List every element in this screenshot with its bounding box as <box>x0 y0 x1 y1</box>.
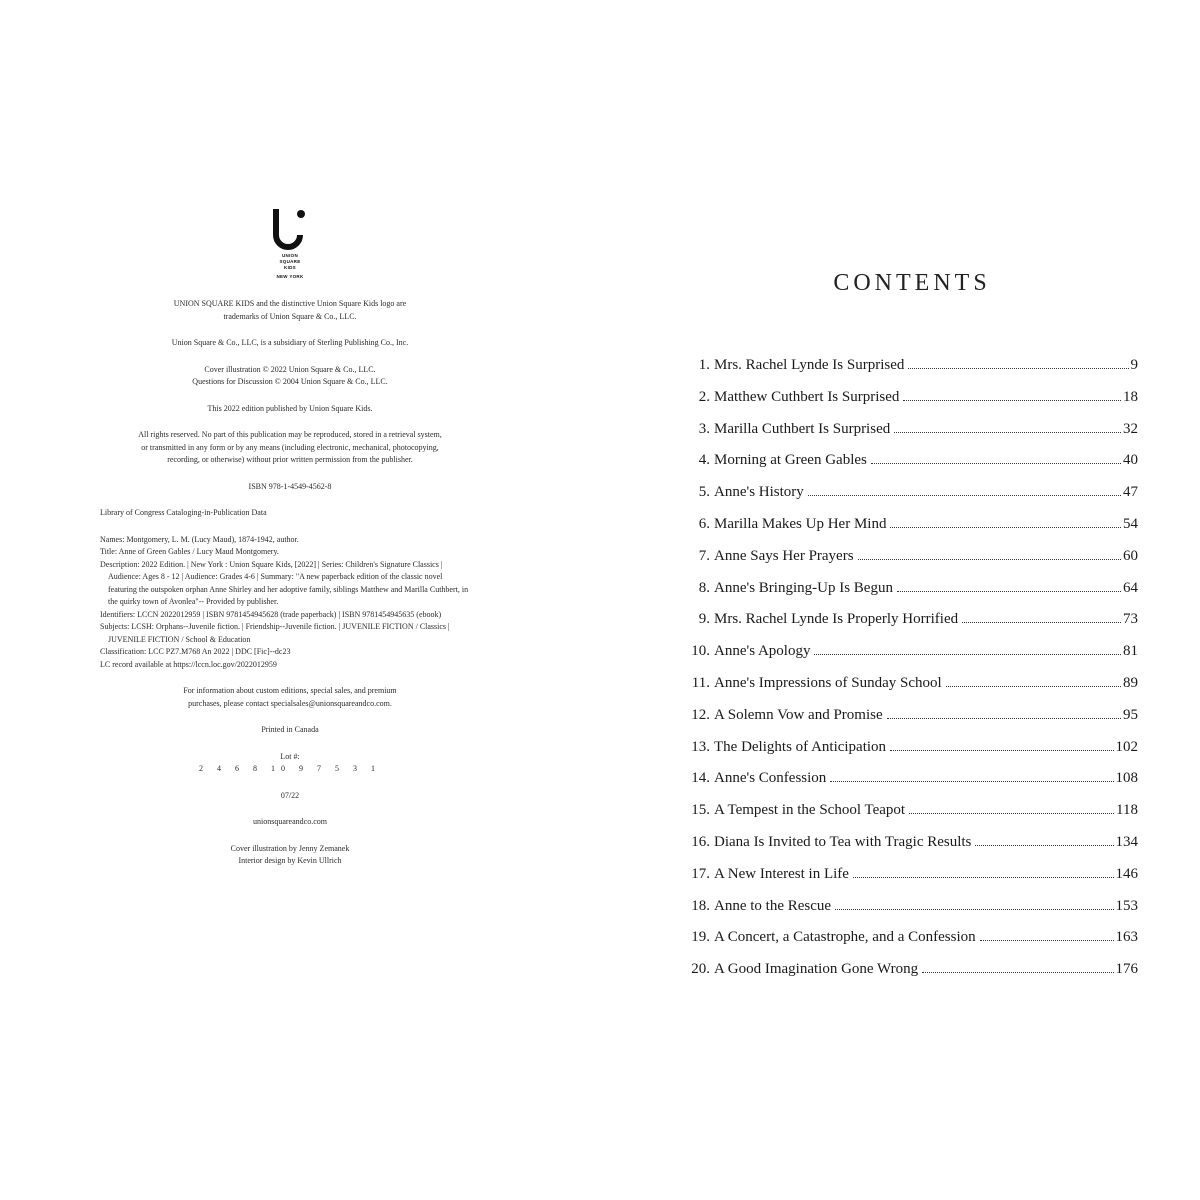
chapter-title: Anne's Bringing-Up Is Begun <box>714 579 893 596</box>
chapter-number: 16. <box>691 833 710 850</box>
chapter-title: Matthew Cuthbert Is Surprised <box>714 388 900 405</box>
chapter-title: Mrs. Rachel Lynde Is Properly Horrified <box>714 611 959 628</box>
website: unionsquareandco.com <box>253 817 327 826</box>
chapter-page-number: 64 <box>1123 579 1138 596</box>
chapter-title: A New Interest in Life <box>714 865 849 882</box>
chapter-number: 9. <box>698 611 710 628</box>
chapter-number: 6. <box>698 515 710 532</box>
toc-entry[interactable] <box>676 739 1138 771</box>
chapter-page-number: 60 <box>1123 547 1138 564</box>
chapter-title: Anne's Confession <box>714 770 827 787</box>
logo-line-1: UNION <box>282 253 298 258</box>
dot-leader <box>814 654 1121 655</box>
chapter-page-number: 153 <box>1115 897 1138 914</box>
logo-line-2: SQUARE <box>279 259 301 264</box>
chapter-page-number: 47 <box>1123 484 1138 501</box>
toc-entry[interactable] <box>676 611 1138 643</box>
cip-description: Description: 2022 Edition. | New York : Union Square Kids, [2022] | Series: Children's Signature Classics | Audience: Ages 8 - 12 | Audience: Grades 4-6 | Summary: "A new paperback edition of the classic novel featuring the outspoken orphan Anne Shirley and her adoptive family, siblings Matthew and Marilla Cuthbert, in the quirky town of Avonlea"-- Provided by publisher. <box>100 559 469 606</box>
chapter-number: 18. <box>691 897 710 914</box>
chapter-page-number: 40 <box>1123 452 1138 469</box>
date-code-block <box>70 790 510 803</box>
chapter-number: 7. <box>698 547 710 564</box>
chapter-number: 14. <box>691 770 710 787</box>
toc-entry[interactable] <box>676 898 1138 930</box>
trademark-line: UNION SQUARE KIDS and the distinctive Union Square Kids logo are <box>173 299 407 308</box>
chapter-title: A Tempest in the School Teapot <box>714 802 906 819</box>
chapter-page-number: 102 <box>1115 738 1138 755</box>
credit-line: Questions for Discussion © 2004 Union Square & Co., LLC. <box>192 377 388 386</box>
cip-identifiers: Identifiers: LCCN 2022012959 | ISBN 9781454945628 (trade paperback) | ISBN 9781454945635 (ebook) <box>100 609 442 619</box>
lot-numbers: 2 4 6 8 10 9 7 5 3 1 <box>199 764 381 773</box>
website-block <box>70 816 510 829</box>
chapter-title: Marilla Cuthbert Is Surprised <box>714 420 891 437</box>
subsidiary-line: Union Square & Co., LLC, is a subsidiary of Sterling Publishing Co., Inc. <box>171 338 409 347</box>
publisher-logo <box>70 205 510 280</box>
copyright-credits <box>70 364 510 389</box>
chapter-number: 10. <box>691 643 710 660</box>
printed-line: Printed in Canada <box>261 725 319 734</box>
dot-leader <box>980 940 1114 941</box>
lot-label: Lot #: <box>280 751 300 761</box>
chapter-number: 3. <box>698 420 710 437</box>
chapter-page-number: 9 <box>1130 357 1138 373</box>
logo-line-3: KIDS <box>284 265 296 270</box>
chapter-page-number: 18 <box>1123 388 1138 405</box>
date-code: 07/22 <box>280 790 300 800</box>
toc-entry[interactable] <box>676 961 1138 993</box>
chapter-number: 4. <box>698 452 710 469</box>
dot-leader <box>808 495 1121 496</box>
chapter-number: 2. <box>698 388 710 405</box>
dot-leader <box>830 781 1113 782</box>
subsidiary-notice <box>70 337 510 350</box>
chapter-title: Diana Is Invited to Tea with Tragic Results <box>714 833 972 850</box>
toc-entry[interactable] <box>676 643 1138 675</box>
dot-leader <box>858 559 1121 560</box>
table-of-contents <box>676 357 1138 993</box>
dot-leader <box>890 527 1121 528</box>
cip-heading: Library of Congress Cataloging-in-Publication Data <box>100 508 267 517</box>
credit-line: Cover illustration © 2022 Union Square & Co., LLC. <box>204 364 376 374</box>
chapter-number: 11. <box>691 674 710 691</box>
isbn-block <box>70 481 510 494</box>
chapter-number: 1. <box>698 357 710 373</box>
dot-leader <box>962 622 1121 623</box>
cip-record: LC record available at https://lccn.loc.gov/2022012959 <box>100 659 277 669</box>
chapter-title: Anne's Apology <box>714 643 811 660</box>
isbn: ISBN 978-1-4549-4562-8 <box>248 481 332 491</box>
dot-leader <box>890 750 1113 751</box>
dot-leader <box>871 463 1121 464</box>
lot-block <box>70 751 510 776</box>
toc-entry[interactable] <box>676 929 1138 961</box>
cip-subjects: Subjects: LCSH: Orphans--Juvenile fiction. | Friendship--Juvenile fiction. | JUVENILE FICTION / Classics | JUVENILE FICTION / School & Education <box>100 622 450 644</box>
toc-entry[interactable] <box>676 802 1138 834</box>
dot-leader <box>853 877 1114 878</box>
chapter-page-number: 89 <box>1123 674 1138 691</box>
special-sales-line: For information about custom editions, special sales, and premium <box>183 686 397 695</box>
toc-entry[interactable] <box>676 452 1138 484</box>
design-credit-line: Interior design by Kevin Ullrich <box>238 856 342 865</box>
chapter-title: A Solemn Vow and Promise <box>714 706 883 723</box>
chapter-number: 19. <box>691 929 710 946</box>
rights-line: All rights reserved. No part of this publication may be reproduced, stored in a retrieval system, <box>138 430 442 439</box>
cip-classification: Classification: LCC PZ7.M768 An 2022 | DDC [Fic]--dc23 <box>100 647 291 656</box>
rights-notice <box>70 429 510 467</box>
cip-names: Names: Montgomery, L. M. (Lucy Maud), 1874-1942, author. <box>100 534 299 544</box>
contents-page <box>676 270 1138 993</box>
chapter-title: Anne's History <box>714 484 804 501</box>
chapter-title: The Delights of Anticipation <box>714 738 887 755</box>
dot-leader <box>975 845 1113 846</box>
contents-title: CONTENTS <box>833 270 991 296</box>
toc-entry[interactable] <box>676 389 1138 421</box>
chapter-page-number: 118 <box>1116 802 1138 819</box>
chapter-page-number: 146 <box>1115 865 1138 882</box>
edition-line: This 2022 edition published by Union Square Kids. <box>207 403 373 413</box>
design-credit-line: Cover illustration by Jenny Zemanek <box>230 843 350 853</box>
chapter-page-number: 54 <box>1123 515 1138 532</box>
dot-leader <box>897 591 1121 592</box>
chapter-title: Marilla Makes Up Her Mind <box>714 515 887 532</box>
special-sales-notice <box>70 685 510 710</box>
toc-entry[interactable] <box>676 707 1138 739</box>
trademark-line: trademarks of Union Square & Co., LLC. <box>223 311 357 321</box>
dot-leader <box>894 432 1121 433</box>
toc-entry[interactable] <box>676 548 1138 580</box>
dot-leader <box>909 813 1114 814</box>
chapter-title: Anne Says Her Prayers <box>714 547 854 564</box>
chapter-page-number: 163 <box>1115 929 1138 946</box>
cip-title: Title: Anne of Green Gables / Lucy Maud Montgomery. <box>100 547 279 556</box>
toc-entry[interactable] <box>676 516 1138 548</box>
special-sales-line: purchases, please contact specialsales@unionsquareandco.com. <box>188 698 392 708</box>
chapter-number: 12. <box>691 706 710 723</box>
toc-entry[interactable] <box>676 357 1138 389</box>
dot-leader <box>946 686 1121 687</box>
copyright-page <box>70 205 510 882</box>
rights-line: recording, or otherwise) without prior written permission from the publisher. <box>167 455 413 464</box>
toc-entry[interactable] <box>676 421 1138 453</box>
chapter-number: 20. <box>691 961 710 978</box>
chapter-page-number: 73 <box>1123 611 1138 628</box>
toc-entry[interactable] <box>676 770 1138 802</box>
design-credits <box>70 843 510 868</box>
chapter-number: 17. <box>691 865 710 882</box>
printed-notice <box>70 724 510 737</box>
dot-leader <box>887 718 1121 719</box>
chapter-page-number: 95 <box>1123 706 1138 723</box>
dot-leader <box>903 400 1121 401</box>
chapter-number: 15. <box>691 802 710 819</box>
trademark-notice <box>70 298 510 323</box>
chapter-title: Anne to the Rescue <box>714 897 832 914</box>
edition-notice <box>70 403 510 416</box>
chapter-title: A Good Imagination Gone Wrong <box>714 961 919 978</box>
toc-entry[interactable] <box>676 484 1138 516</box>
toc-entry[interactable] <box>676 580 1138 612</box>
chapter-number: 8. <box>698 579 710 596</box>
toc-entry[interactable] <box>676 866 1138 898</box>
cip-data <box>100 534 470 672</box>
cip-heading-block <box>100 507 470 520</box>
chapter-number: 5. <box>698 484 710 501</box>
toc-entry[interactable] <box>676 675 1138 707</box>
chapter-title: Anne's Impressions of Sunday School <box>714 674 942 691</box>
logo-city: NEW YORK <box>276 274 304 279</box>
chapter-title: Mrs. Rachel Lynde Is Surprised <box>714 357 905 373</box>
toc-entry[interactable] <box>676 834 1138 866</box>
dot-leader <box>908 368 1128 369</box>
dot-leader <box>922 972 1113 973</box>
chapter-page-number: 108 <box>1115 770 1138 787</box>
union-square-kids-logo-icon <box>268 205 312 253</box>
chapter-page-number: 134 <box>1115 833 1138 850</box>
chapter-page-number: 32 <box>1123 420 1138 437</box>
chapter-page-number: 81 <box>1123 643 1138 660</box>
chapter-title: Morning at Green Gables <box>714 452 867 469</box>
dot-leader <box>835 909 1113 910</box>
chapter-page-number: 176 <box>1115 961 1138 978</box>
chapter-title: A Concert, a Catastrophe, and a Confession <box>714 929 976 946</box>
chapter-number: 13. <box>691 738 710 755</box>
rights-line: or transmitted in any form or by any means (including electronic, mechanical, photocopying, <box>141 442 439 452</box>
